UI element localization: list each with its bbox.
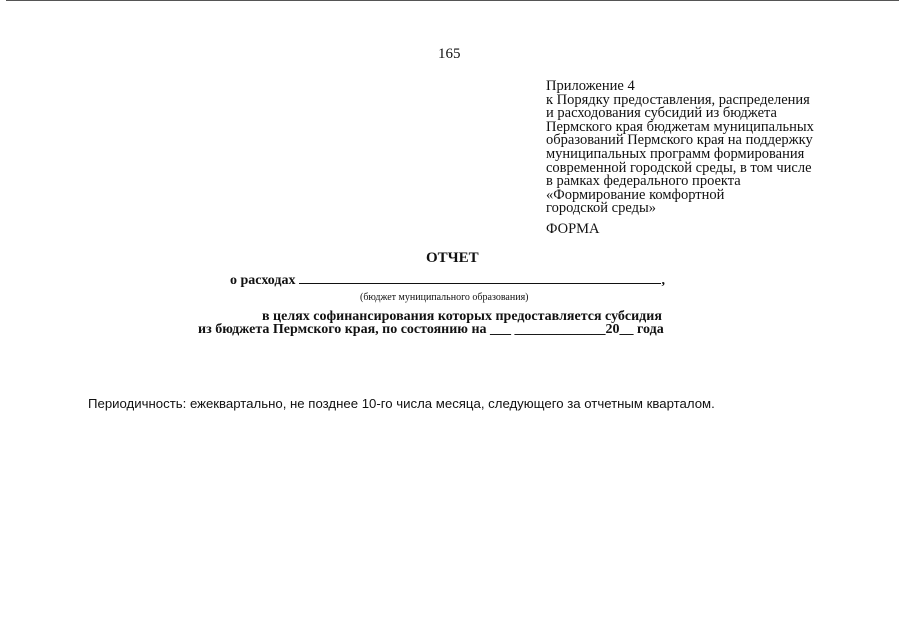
periodicity-text: Периодичность: ежеквартально, не позднее 10-го числа месяца, следующего за отчетным кварталом. xyxy=(88,396,715,411)
appendix-block xyxy=(546,80,846,216)
budget-caption: (бюджет муниципального образования) xyxy=(360,292,529,303)
page-number: 165 xyxy=(438,46,461,62)
appendix-line: в рамках федерального проекта xyxy=(546,173,741,190)
appendix-line: «Формирование комфортной xyxy=(546,186,725,203)
purpose-line-1: в целях софинансирования которых предоставляется субсидия xyxy=(262,309,662,324)
appendix-line: к Порядку предоставления, распределения xyxy=(546,91,810,108)
appendix-line: образований Пермского края на поддержку xyxy=(546,132,813,149)
appendix-line: и расходования субсидий из бюджета xyxy=(546,105,777,122)
form-label: ФОРМА xyxy=(546,221,600,237)
appendix-line: муниципальных программ формирования xyxy=(546,145,805,162)
appendix-line: Приложение 4 xyxy=(546,78,635,94)
purpose-line-2: из бюджета Пермского края, по состоянию на ___ _____________20__ года xyxy=(198,322,664,337)
expenses-line xyxy=(230,271,665,289)
appendix-line: Пермского края бюджетам муниципальных xyxy=(546,118,814,135)
appendix-line: городской среды» xyxy=(546,200,656,217)
appendix-line: современной городской среды, в том числе xyxy=(546,159,812,176)
budget-blank-field xyxy=(299,271,661,284)
expenses-prefix: о расходах xyxy=(230,273,296,288)
page-top-border xyxy=(6,0,899,1)
expenses-suffix: , xyxy=(661,273,665,288)
report-title: ОТЧЕТ xyxy=(426,250,479,266)
